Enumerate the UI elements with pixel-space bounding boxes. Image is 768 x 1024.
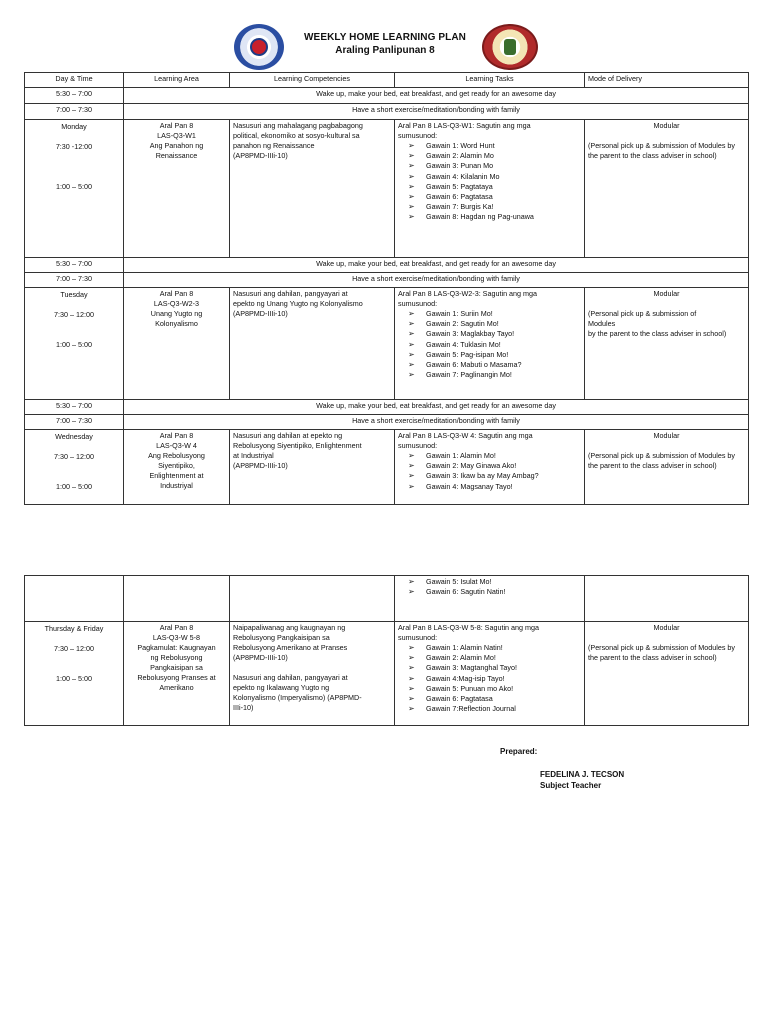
list-item: ➢ Gawain 2: Alamin Mo [408, 151, 494, 161]
competency-line: Nasusuri ang dahilan, pangyayari at [233, 673, 348, 682]
task-list [398, 309, 581, 380]
arrow-bullet-icon: ➢ [408, 451, 415, 460]
mode-cell [585, 288, 749, 400]
arrow-bullet-icon: ➢ [408, 577, 415, 586]
competency-line: epekto ng Ikalawang Yugto ng [233, 683, 330, 692]
mode-cell [585, 622, 749, 726]
competency-line: (AP8PMD-IIIi-10) [233, 653, 288, 662]
plan-table-part-1 [24, 72, 749, 505]
competency-line: political, ekonomiko at sosyo-kultural sa [233, 131, 360, 140]
area-line: LAS-Q3-W1 [157, 131, 196, 140]
arrow-bullet-icon: ➢ [408, 694, 415, 704]
competency-code: (AP8PMD-IIIi-10) [233, 461, 288, 470]
task-list [398, 643, 581, 714]
area-line: ng Rebolusyong [150, 653, 203, 662]
list-item: ➢ Gawain 2: Alamin Mo! [408, 653, 496, 663]
day-name: Tuesday [60, 290, 88, 299]
column-header: Mode of Delivery [585, 73, 749, 88]
competency-line: Nasusuri ang dahilan at epekto ng [233, 431, 343, 440]
day-time-cell [25, 622, 124, 726]
wednesday-row [25, 430, 749, 505]
arrow-bullet-icon: ➢ [408, 587, 415, 597]
tasks-intro: sumusunod: [398, 441, 438, 450]
competency-line: Rebolusyong Amerikano at Pranses [233, 643, 348, 652]
area-line: Kolonyalismo [155, 319, 198, 328]
arrow-bullet-icon: ➢ [408, 329, 415, 339]
area-line: Aral Pan 8 [159, 121, 194, 130]
list-item: ➢ Gawain 4: Tuklasin Mo! [408, 339, 501, 349]
tasks-intro: sumusunod: [398, 299, 438, 308]
competency-line: Nasusuri ang dahilan, pangyayari at [233, 289, 348, 298]
title-block [290, 32, 480, 56]
tasks-cell [395, 576, 585, 622]
competency-line: epekto ng Unang Yugto ng Kolonyalismo [233, 299, 363, 308]
tasks-intro: Aral Pan 8 LAS-Q3-W1: Sagutin ang mga [398, 121, 531, 130]
arrow-bullet-icon: ➢ [408, 192, 415, 202]
arrow-bullet-icon: ➢ [408, 141, 415, 150]
mode-text: (Personal pick up & submission of Modules by the parent to the class adviser in school) [588, 643, 736, 662]
prepared-label: Prepared: [500, 747, 538, 756]
area-line: Enlightenment at [149, 471, 204, 480]
competency-line: at Industriyal [233, 451, 274, 460]
mode-text: (Personal pick up & submission of Modules by the parent to the class adviser in school) [588, 451, 736, 470]
routine-row [25, 104, 749, 120]
list-item: ➢ Gawain 3: Ikaw ba ay May Ambag? [408, 471, 539, 481]
area-line: Industriyal [160, 481, 193, 490]
area-line: LAS-Q3-W2-3 [153, 299, 200, 308]
tasks-intro: sumusunod: [398, 131, 438, 140]
area-line: Siyentipiko, [158, 461, 195, 470]
routine-text: Have a short exercise/meditation/bonding with family [124, 104, 749, 120]
document-subtitle: Araling Panlipunan 8 [335, 45, 435, 56]
mode-text: (Personal pick up & submission of Modules by the parent to the class adviser in school) [588, 309, 727, 338]
pm-time: 1:00 – 5:00 [56, 340, 92, 349]
competency-line: panahon ng Renaissance [233, 141, 315, 150]
list-item: ➢ Gawain 3: Magtanghal Tayo! [408, 663, 517, 673]
column-header: Learning Area [124, 73, 230, 88]
day-time-cell [25, 288, 124, 400]
competency-line: Kolonyalismo (Imperyalismo) (AP8PMD- [233, 693, 362, 702]
routine-row [25, 400, 749, 415]
empty-cell [230, 576, 395, 622]
routine-time: 7:00 – 7:30 [25, 415, 124, 430]
arrow-bullet-icon: ➢ [408, 339, 415, 349]
competency-line: Rebolusyong Siyentipiko, Enlightenment [233, 441, 362, 450]
routine-time: 5:30 – 7:00 [25, 400, 124, 415]
list-item: ➢ Gawain 4:Mag-isip Tayo! [408, 673, 505, 683]
mode-cell [585, 430, 749, 505]
area-line: Ang Panahon ng [149, 141, 204, 150]
document-header [0, 22, 768, 70]
mode-title: Modular [653, 431, 680, 440]
competency-cell [230, 120, 395, 258]
list-item: ➢ Gawain 5: Punuan mo Ako! [408, 683, 514, 693]
area-line: Unang Yugto ng [150, 309, 203, 318]
list-item: ➢ Gawain 5: Isulat Mo! [408, 577, 492, 586]
school-seal-logo [482, 24, 538, 70]
area-line: Aral Pan 8 [159, 623, 194, 632]
task-list [398, 141, 581, 223]
mode-title: Modular [653, 289, 680, 298]
list-item: ➢ Gawain 7: Burgis Ka! [408, 202, 494, 212]
tasks-cell [395, 120, 585, 258]
routine-row [25, 88, 749, 104]
deped-seal-logo [234, 24, 284, 70]
day-name: Monday [61, 122, 87, 131]
area-line: Rebolusyong Pranses at [137, 673, 216, 682]
list-item: ➢ Gawain 7: Paglinangin Mo! [408, 370, 512, 380]
list-item: ➢ Gawain 7:Reflection Journal [408, 704, 516, 714]
list-item: ➢ Gawain 5: Pag-isipan Mo! [408, 349, 509, 359]
day-name: Thursday & Friday [44, 624, 104, 633]
arrow-bullet-icon: ➢ [408, 663, 415, 673]
area-line: Ang Rebolusyong [148, 451, 205, 460]
mode-title: Modular [653, 623, 680, 632]
document-title: WEEKLY HOME LEARNING PLAN [304, 32, 466, 43]
competency-code: (AP8PMD-IIIi-10) [233, 309, 288, 318]
learning-area-cell [124, 430, 230, 505]
arrow-bullet-icon: ➢ [408, 481, 415, 491]
list-item: ➢ Gawain 1: Alamin Mo! [408, 451, 496, 460]
routine-time: 5:30 – 7:00 [25, 258, 124, 273]
competency-line: Naipapaliwanag ang kaugnayan ng [233, 623, 346, 632]
pm-time: 1:00 – 5:00 [56, 674, 92, 683]
teacher-name: FEDELINA J. TECSON [540, 770, 625, 779]
mode-title: Modular [653, 121, 680, 130]
arrow-bullet-icon: ➢ [408, 360, 415, 370]
list-item: ➢ Gawain 6: Mabuti o Masama? [408, 360, 522, 370]
list-item: ➢ Gawain 6: Pagtatasa [408, 192, 493, 202]
arrow-bullet-icon: ➢ [408, 683, 415, 693]
area-line: LAS-Q3-W 5-8 [152, 633, 201, 642]
am-time: 7:30 – 12:00 [54, 310, 94, 319]
arrow-bullet-icon: ➢ [408, 161, 415, 171]
list-item: ➢ Gawain 5: Pagtataya [408, 181, 493, 191]
arrow-bullet-icon: ➢ [408, 461, 415, 471]
list-item: ➢ Gawain 1: Suriin Mo! [408, 309, 493, 318]
arrow-bullet-icon: ➢ [408, 151, 415, 161]
list-item: ➢ Gawain 2: May Ginawa Ako! [408, 461, 517, 471]
column-header: Day & Time [25, 73, 124, 88]
list-item: ➢ Gawain 1: Alamin Natin! [408, 643, 503, 652]
teacher-title: Subject Teacher [540, 781, 602, 790]
pm-time: 1:00 – 5:00 [56, 482, 92, 491]
competency-code: (AP8PMD-IIIi-10) [233, 151, 288, 160]
empty-cell [585, 576, 749, 622]
competency-cell [230, 288, 395, 400]
header-row [25, 73, 749, 88]
competency-line: Nasusuri ang mahalagang pagbabagong [233, 121, 363, 130]
routine-time: 7:00 – 7:30 [25, 104, 124, 120]
arrow-bullet-icon: ➢ [408, 202, 415, 212]
plan-table-part-2 [24, 575, 749, 726]
arrow-bullet-icon: ➢ [408, 171, 415, 181]
thursday-friday-row [25, 622, 749, 726]
routine-text: Have a short exercise/meditation/bonding with family [124, 273, 749, 288]
empty-cell [124, 576, 230, 622]
competency-line: Rebolusyong Pangkaisipan sa [233, 633, 330, 642]
mode-cell [585, 120, 749, 258]
tasks-cell [395, 430, 585, 505]
routine-text: Wake up, make your bed, eat breakfast, and get ready for an awesome day [124, 258, 749, 273]
list-item: ➢ Gawain 2: Sagutin Mo! [408, 319, 499, 329]
pm-time: 1:00 – 5:00 [56, 182, 92, 191]
wednesday-continued-row [25, 576, 749, 622]
tasks-intro: Aral Pan 8 LAS-Q3-W2-3: Sagutin ang mga [398, 289, 538, 298]
area-line: Pangkaisipan sa [150, 663, 203, 672]
day-name: Wednesday [55, 432, 93, 441]
day-time-cell [25, 120, 124, 258]
empty-cell [25, 576, 124, 622]
list-item: ➢ Gawain 3: Maglakbay Tayo! [408, 329, 515, 339]
tasks-intro: Aral Pan 8 LAS-Q3-W 5-8: Sagutin ang mga [398, 623, 540, 632]
routine-time: 5:30 – 7:00 [25, 88, 124, 104]
routine-time: 7:00 – 7:30 [25, 273, 124, 288]
column-header: Learning Tasks [395, 73, 585, 88]
tasks-intro: Aral Pan 8 LAS-Q3-W 4: Sagutin ang mga [398, 431, 533, 440]
arrow-bullet-icon: ➢ [408, 319, 415, 329]
list-item: ➢ Gawain 3: Punan Mo [408, 161, 494, 171]
am-time: 7:30 – 12:00 [54, 452, 94, 461]
arrow-bullet-icon: ➢ [408, 673, 415, 683]
tasks-cell [395, 622, 585, 726]
competency-cell [230, 430, 395, 505]
arrow-bullet-icon: ➢ [408, 309, 415, 318]
learning-area-cell [124, 622, 230, 726]
list-item: ➢ Gawain 4: Magsanay Tayo! [408, 481, 513, 491]
arrow-bullet-icon: ➢ [408, 370, 415, 380]
arrow-bullet-icon: ➢ [408, 181, 415, 191]
area-line: Amerikano [159, 683, 194, 692]
arrow-bullet-icon: ➢ [408, 653, 415, 663]
arrow-bullet-icon: ➢ [408, 212, 415, 222]
task-list [398, 451, 581, 492]
task-list [398, 577, 581, 597]
arrow-bullet-icon: ➢ [408, 643, 415, 652]
am-time: 7:30 – 12:00 [54, 644, 94, 653]
area-line: Pagkamulat: Kaugnayan [137, 643, 216, 652]
competency-cell [230, 622, 395, 726]
routine-text: Wake up, make your bed, eat breakfast, and get ready for an awesome day [124, 400, 749, 415]
routine-row [25, 258, 749, 273]
area-line: Aral Pan 8 [159, 431, 194, 440]
area-line: Aral Pan 8 [159, 289, 194, 298]
routine-text: Wake up, make your bed, eat breakfast, and get ready for an awesome day [124, 88, 749, 104]
arrow-bullet-icon: ➢ [408, 471, 415, 481]
monday-row [25, 120, 749, 258]
list-item: ➢ Gawain 8: Hagdan ng Pag-unawa [408, 212, 534, 222]
list-item: ➢ Gawain 6: Sagutin Natin! [408, 587, 506, 597]
arrow-bullet-icon: ➢ [408, 704, 415, 714]
tuesday-row [25, 288, 749, 400]
tasks-cell [395, 288, 585, 400]
list-item: ➢ Gawain 4: Kilalanin Mo [408, 171, 500, 181]
area-line: Renaissance [155, 151, 198, 160]
learning-area-cell [124, 120, 230, 258]
signatory-block [540, 769, 624, 791]
routine-row [25, 415, 749, 430]
routine-text: Have a short exercise/meditation/bonding with family [124, 415, 749, 430]
arrow-bullet-icon: ➢ [408, 349, 415, 359]
list-item: ➢ Gawain 6: Pagtatasa [408, 694, 493, 704]
day-time-cell [25, 430, 124, 505]
routine-row [25, 273, 749, 288]
learning-area-cell [124, 288, 230, 400]
am-time: 7:30 -12:00 [55, 142, 93, 151]
competency-line: IIIi-10) [233, 703, 254, 712]
mode-text: (Personal pick up & submission of Modules by the parent to the class adviser in school) [588, 141, 736, 160]
column-header: Learning Competencies [230, 73, 395, 88]
tasks-intro: sumusunod: [398, 633, 438, 642]
area-line: LAS-Q3-W 4 [156, 441, 197, 450]
list-item: ➢ Gawain 1: Word Hunt [408, 141, 495, 150]
